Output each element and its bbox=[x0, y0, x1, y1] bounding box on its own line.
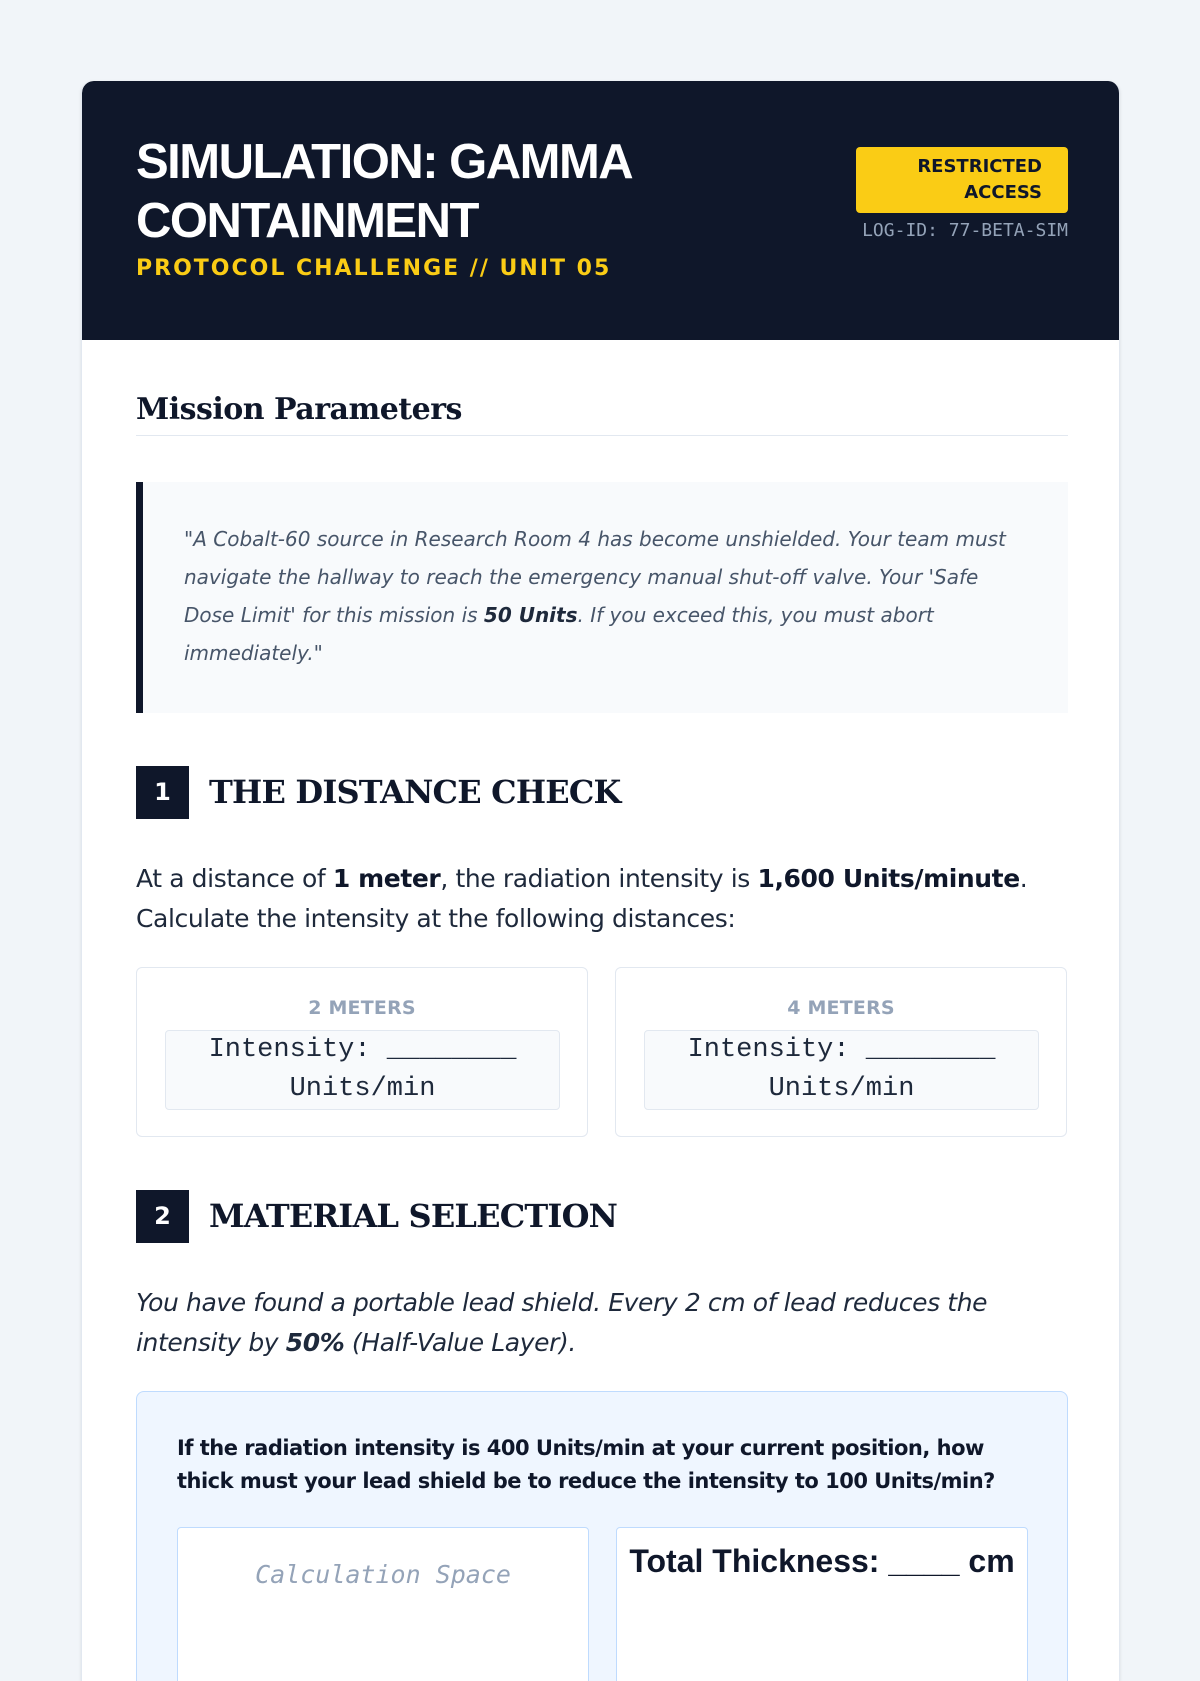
lead-shield-description bbox=[136, 1283, 1076, 1363]
worksheet-header bbox=[82, 81, 1120, 340]
step-number-2: 2 bbox=[136, 1190, 189, 1243]
mission-parameters-heading: Mission Parameters bbox=[136, 393, 1068, 436]
half-value-percent: 50% bbox=[285, 1328, 345, 1357]
lead-text: (Half-Value Layer). bbox=[344, 1328, 576, 1357]
distance-box-4m bbox=[615, 967, 1067, 1137]
intensity-answer-field[interactable]: Intensity: ________ Units/min bbox=[165, 1030, 560, 1110]
intro-distance: 1 meter bbox=[332, 864, 441, 893]
distance-label: 2 METERS bbox=[308, 997, 416, 1019]
safe-dose-limit: 50 Units bbox=[483, 603, 578, 627]
challenge-question: If the radiation intensity is 400 Units/min at your current position, how thick must your lead shield be to reduce the intensity to 100 Units/min? bbox=[177, 1436, 995, 1493]
step-number-1: 1 bbox=[136, 766, 189, 819]
intensity-answer-field[interactable]: Intensity: ________ Units/min bbox=[644, 1030, 1039, 1110]
total-thickness-field[interactable]: Total Thickness: ____ cm bbox=[616, 1527, 1028, 1681]
intro-text: At a distance of bbox=[136, 864, 333, 893]
intro-text: , the radiation intensity is bbox=[440, 864, 758, 893]
distance-label: 4 METERS bbox=[787, 997, 895, 1019]
page-subtitle: PROTOCOL CHALLENGE // UNIT 05 bbox=[136, 256, 612, 281]
step-title-material-selection: MATERIAL SELECTION bbox=[209, 1197, 618, 1235]
quote-text: "A Cobalt-60 source in Research Room 4 has become unshielded. Your team must navigate the hallway to reach the emergency manual shut-off valve. Your 'Safe Dose Limit' for this mission is bbox=[184, 527, 1006, 627]
worksheet-card bbox=[81, 81, 1120, 1681]
mission-quote bbox=[136, 482, 1068, 713]
log-id: LOG-ID: 77-BETA-SIM bbox=[862, 220, 1068, 241]
step-title-distance-check: THE DISTANCE CHECK bbox=[209, 773, 621, 811]
intro-text: . Calculate the intensity at the following distances: bbox=[136, 864, 1028, 933]
intro-intensity: 1,600 Units/minute bbox=[757, 864, 1020, 893]
calculation-space[interactable]: Calculation Space bbox=[177, 1527, 589, 1681]
page-title: SIMULATION: GAMMA CONTAINMENT bbox=[136, 135, 631, 248]
quote-text-end: . If you exceed this, you must abort immediately." bbox=[184, 603, 934, 665]
shield-challenge-box bbox=[136, 1391, 1068, 1681]
restricted-access-badge: RESTRICTED ACCESS bbox=[856, 147, 1068, 213]
distance-intro bbox=[136, 859, 1076, 939]
lead-text: You have found a portable lead shield. Every 2 cm of lead reduces the intensity by bbox=[136, 1288, 988, 1357]
distance-box-2m bbox=[136, 967, 588, 1137]
